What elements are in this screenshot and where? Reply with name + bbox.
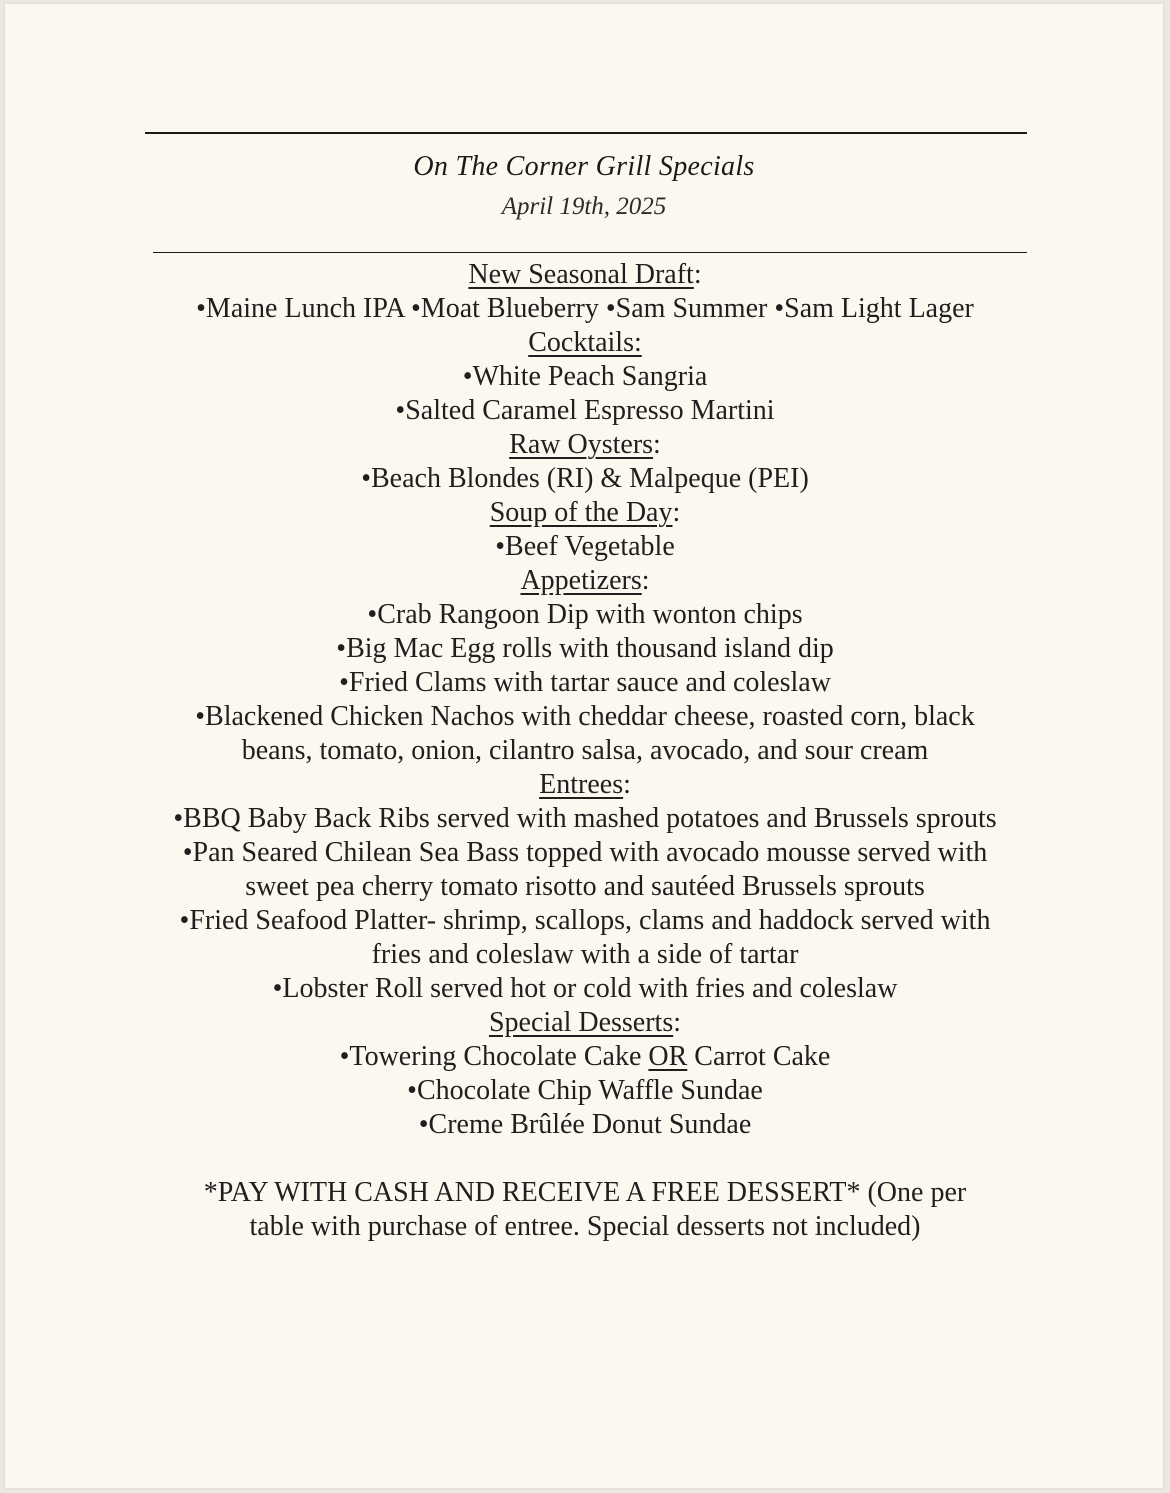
list-item: •Pan Seared Chilean Sea Bass topped with avocado mousse served with bbox=[182, 837, 988, 868]
section-heading-desserts: Special Desserts: bbox=[488, 1007, 682, 1038]
section-heading-entrees: Entrees: bbox=[539, 769, 631, 800]
promo-line-2: table with purchase of entree. Special desserts not included) bbox=[249, 1211, 921, 1242]
list-item: •White Peach Sangria bbox=[462, 361, 708, 392]
section-heading-soup: Soup of the Day: bbox=[489, 497, 681, 528]
list-item: •Crab Rangoon Dip with wonton chips bbox=[367, 599, 803, 630]
top-rule bbox=[145, 132, 1027, 134]
list-item: •BBQ Baby Back Ribs served with mashed potatoes and Brussels sprouts bbox=[173, 803, 997, 834]
list-item: •Salted Caramel Espresso Martini bbox=[395, 395, 775, 426]
list-item-continued: fries and coleslaw with a side of tartar bbox=[371, 939, 799, 970]
list-item: •Big Mac Egg rolls with thousand island dip bbox=[336, 633, 834, 664]
spacer bbox=[45, 1142, 1125, 1176]
header-divider bbox=[153, 252, 1027, 253]
menu-date: April 19th, 2025 bbox=[501, 193, 667, 220]
list-item: •Lobster Roll served hot or cold with fries and coleslaw bbox=[272, 973, 898, 1004]
list-item: •Beach Blondes (RI) & Malpeque (PEI) bbox=[361, 463, 809, 494]
section-heading-appetizers: Appetizers: bbox=[520, 565, 650, 596]
list-item: •Chocolate Chip Waffle Sundae bbox=[407, 1075, 763, 1106]
list-item: •Beef Vegetable bbox=[495, 531, 675, 562]
list-item-continued: sweet pea cherry tomato risotto and sautéed Brussels sprouts bbox=[245, 871, 925, 902]
menu-page bbox=[4, 3, 1164, 1489]
menu-title: On The Corner Grill Specials bbox=[413, 151, 755, 182]
section-heading-draft: New Seasonal Draft: bbox=[468, 259, 702, 290]
list-item: •Fried Seafood Platter- shrimp, scallops, clams and haddock served with bbox=[179, 905, 991, 936]
list-item: •Creme Brûlée Donut Sundae bbox=[418, 1109, 752, 1140]
section-heading-cocktails: Cocktails: bbox=[528, 327, 642, 358]
list-item: •Towering Chocolate Cake OR Carrot Cake bbox=[339, 1041, 831, 1072]
menu-body bbox=[45, 258, 1125, 1244]
promo-line-1: *PAY WITH CASH AND RECEIVE A FREE DESSERT* (One per bbox=[203, 1177, 967, 1208]
section-heading-oysters: Raw Oysters: bbox=[509, 429, 661, 460]
list-item: •Fried Clams with tartar sauce and coleslaw bbox=[339, 667, 831, 698]
list-item: •Maine Lunch IPA •Moat Blueberry •Sam Summer •Sam Light Lager bbox=[196, 293, 974, 324]
list-item: •Blackened Chicken Nachos with cheddar cheese, roasted corn, black bbox=[195, 701, 975, 732]
list-item-continued: beans, tomato, onion, cilantro salsa, avocado, and sour cream bbox=[241, 735, 929, 766]
